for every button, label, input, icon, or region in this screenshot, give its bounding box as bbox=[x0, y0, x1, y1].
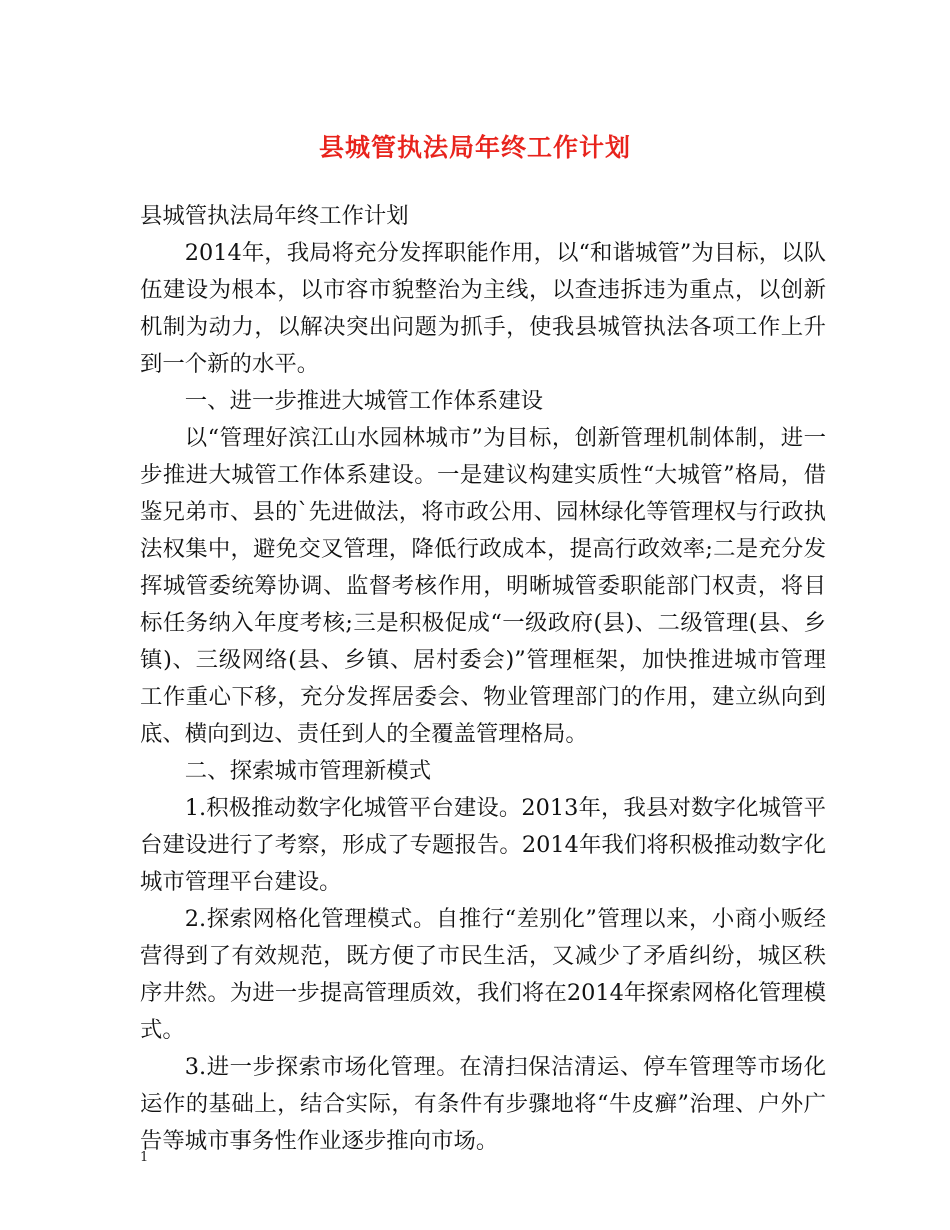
page-number: 1 bbox=[140, 1150, 149, 1165]
paragraph: 县城管执法局年终工作计划 bbox=[140, 203, 409, 229]
section-heading: 二、探索城市管理新模式 bbox=[184, 758, 432, 784]
paragraph: 2014年，我局将充分发挥职能作用，以“和谐城管”为目标，以队伍建设为根本，以市容市貌整治为主线，以查违拆违为重点，以创新机制为动力，以解决突出问题为抓手，使我县城管执法各项工作上升到一个新的水平。 bbox=[140, 240, 826, 377]
document-title: 县城管执法局年终工作计划 bbox=[318, 133, 631, 162]
section-heading: 一、进一步推进大城管工作体系建设 bbox=[184, 388, 544, 414]
document-body bbox=[140, 198, 826, 1160]
paragraph: 3.进一步探索市场化管理。在清扫保洁清运、停车管理等市场化运作的基础上，结合实际，有条件有步骤地将“牛皮癣”治理、户外广告等城市事务性作业逐步推向市场。 bbox=[140, 1054, 826, 1154]
paragraph: 2.探索网格化管理模式。自推行“差别化”管理以来，小商小贩经营得到了有效规范，既方便了市民生活，又减少了矛盾纠纷，城区秩序井然。为进一步提高管理质效，我们将在2014年探索网格化管理模式。 bbox=[140, 906, 826, 1043]
paragraph: 1.积极推动数字化城管平台建设。2013年，我县对数字化城管平台建设进行了考察，形成了专题报告。2014年我们将积极推动数字化城市管理平台建设。 bbox=[140, 795, 826, 895]
paragraph: 以“管理好滨江山水园林城市”为目标，创新管理机制体制，进一步推进大城管工作体系建设。一是建议构建实质性“大城管”格局，借鉴兄弟市、县的`先进做法，将市政公用、园林绿化等管理权与行政执法权集中，避免交叉管理，降低行政成本，提高行政效率;二是充分发挥城管委统筹协调、监督考核作用，明晰城管委职能部门权责，将目标任务纳入年度考核;三是积极促成“一级政府(县)、二级管理(县、乡镇)、三级网络(县、乡镇、居村委会)”管理框架，加快推进城市管理工作重心下移，充分发挥居委会、物业管理部门的作用，建立纵向到底、横向到边、责任到人的全覆盖管理格局。 bbox=[140, 425, 826, 747]
